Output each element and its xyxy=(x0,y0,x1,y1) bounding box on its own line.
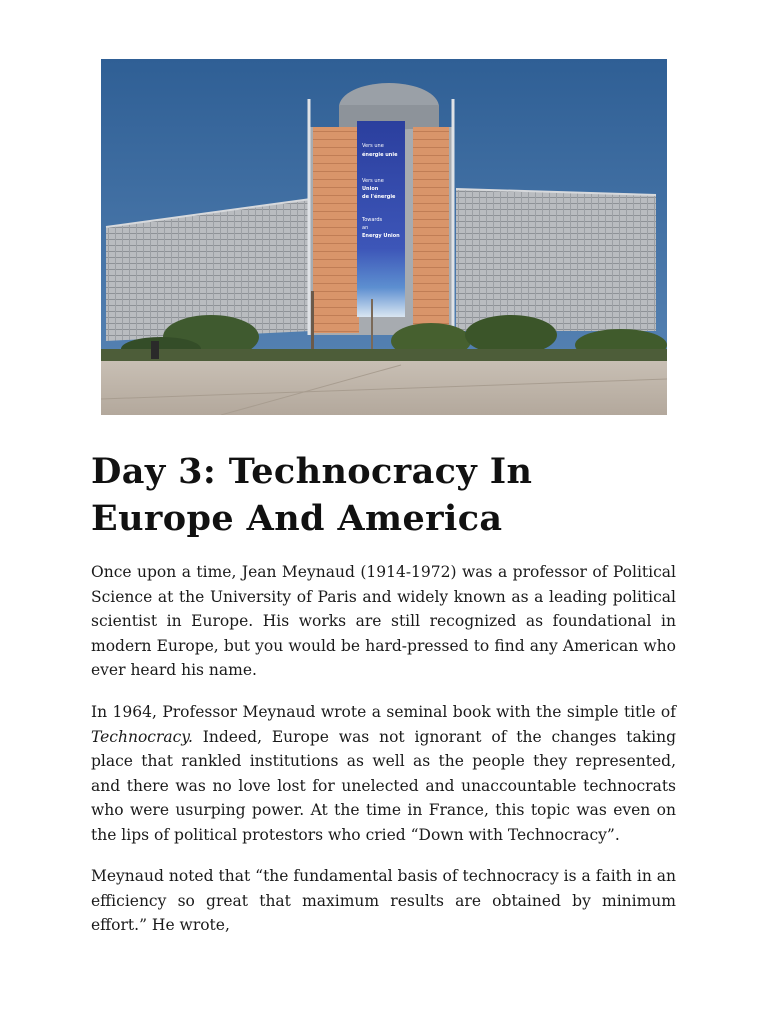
paragraph-1: Once upon a time, Jean Meynaud (1914-1972) was a professor of Political Science at the University of Paris and widely known as a leading political scientist in Europe. His works are still recognized as foundational in modern Europe, but you would be hard-pressed to find any American who ever heard his name. xyxy=(91,563,676,680)
banner-line-3: Vers une xyxy=(362,178,384,184)
paragraph-3: Meynaud noted that “the fundamental basis of technocracy is a faith in an efficiency so great that maximum results are obtained by minimum effort.” He wrote, xyxy=(91,867,676,935)
paragraph-2 xyxy=(91,700,676,848)
paragraph-2-text-after: Indeed, Europe was not ignorant of the changes taking place that rankled institutions as well as the people they represented, and there was no love lost for unelected and unaccountable technocrats who were usurping power. At the time in France, this topic was even on the lips of political protestors who cried “Down with Technocracy”. xyxy=(91,727,676,844)
banner-line-2: énergie unie xyxy=(362,152,398,158)
building-photo xyxy=(101,59,667,415)
paragraph-2-text-before: In 1964, Professor Meynaud wrote a seminal book with the simple title of xyxy=(91,703,676,721)
hero-image xyxy=(101,59,667,415)
banner-line-7: an xyxy=(362,225,369,231)
article-title: Day 3: Technocracy In Europe And America xyxy=(91,451,533,539)
book-title: Technocracy. xyxy=(91,727,193,746)
banner-line-6: Towards xyxy=(362,217,383,223)
banner-line-1: Vers une xyxy=(362,143,384,149)
banner-line-5: de l'énergie xyxy=(362,194,396,200)
banner-line-8: Energy Union xyxy=(362,233,400,239)
banner-line-4: Union xyxy=(362,186,379,192)
